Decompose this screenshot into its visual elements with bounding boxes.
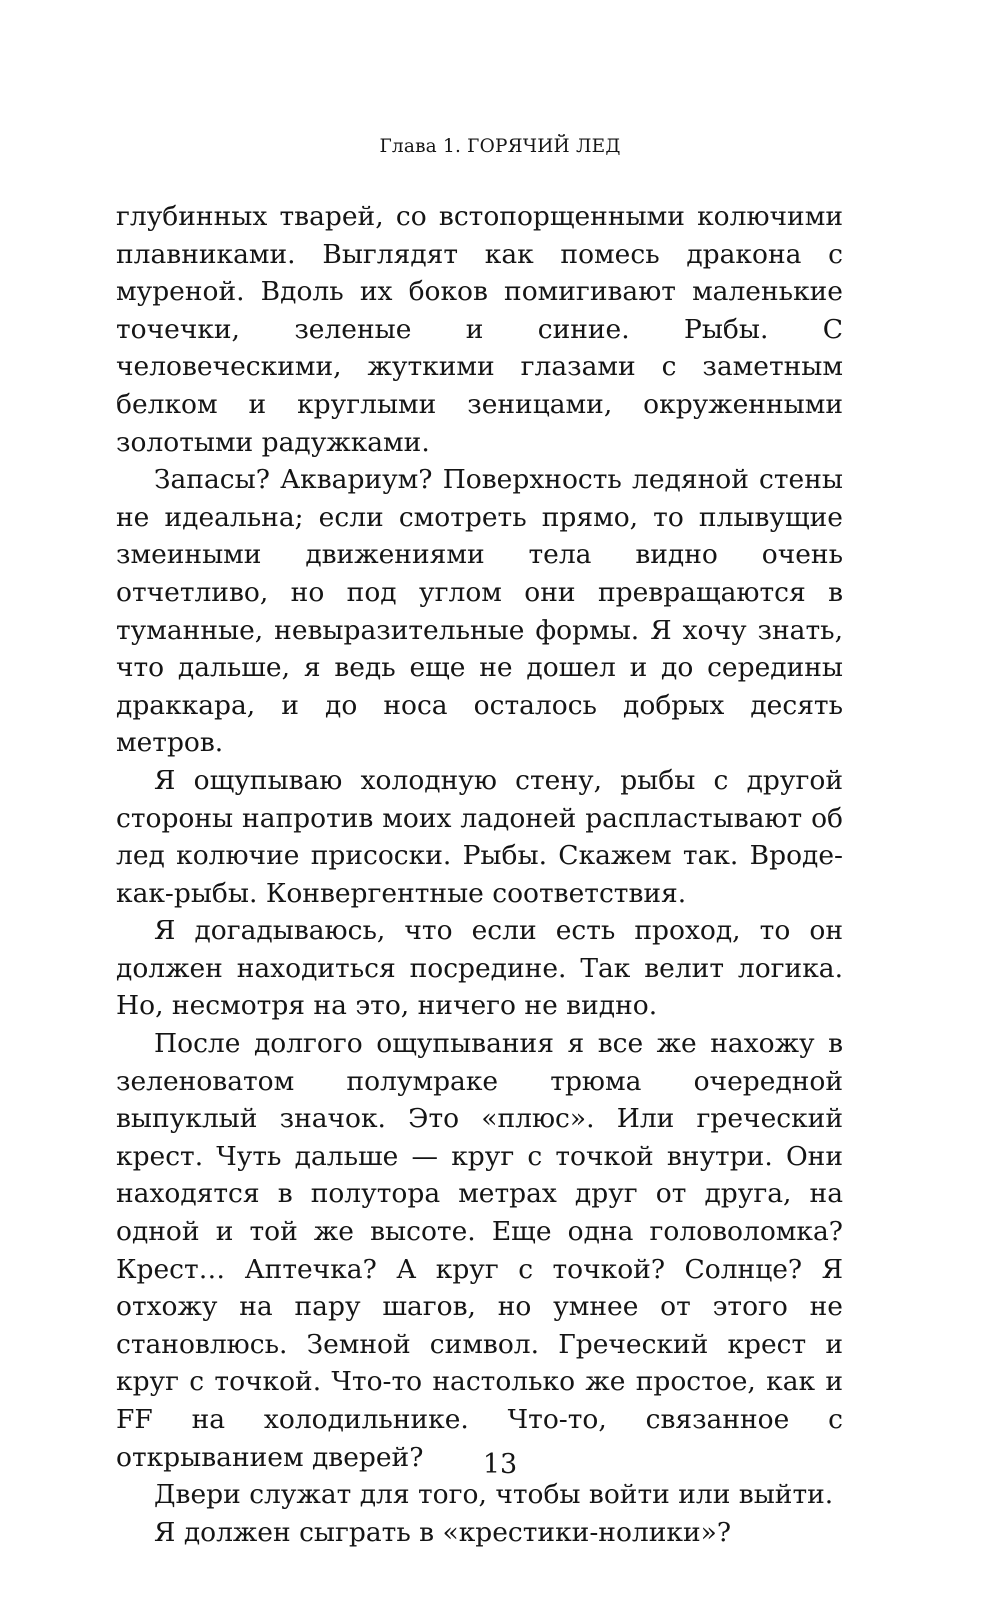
paragraph: Я догадываюсь, что если есть проход, то он должен находиться посредине. Так велит логика. Но, несмотря на это, ничего не видно. — [116, 915, 843, 1022]
paragraph: глубинных тварей, со встопорщенными колючими плавниками. Выглядят как помесь дракона с муреной. Вдоль их боков помигивают маленькие точечки, зеленые и синие. Рыбы. С человеческими, жуткими глазами с заметным белком и круглыми зеницами, окруженными золотыми радужками. — [116, 201, 843, 458]
page-number: 13 — [482, 1449, 518, 1480]
paragraph: Двери служат для того, чтобы войти или выйти. — [154, 1479, 834, 1511]
running-head: Глава 1. ГОРЯЧИЙ ЛЕД — [379, 136, 621, 157]
paragraph: Запасы? Аквариум? Поверхность ледяной стены не идеальна; если смотреть прямо, то плывущие змеиными движениями тела видно очень отчетливо, но под углом они превращаются в туманные, невыразительные формы. Я хочу знать, что дальше, я ведь еще не дошел и до середины драккара, и до носа осталось добрых десять метров. — [116, 464, 843, 759]
body-text — [116, 198, 843, 1551]
paragraph: Я должен сыграть в «крестики-нолики»? — [154, 1516, 732, 1548]
paragraph: После долгого ощупывания я все же нахожу в зеленоватом полумраке трюма очередной выпуклый значок. Это «плюс». Или греческий крест. Чуть дальше — круг с точкой внутри. Они находятся в полутора метрах друг от друга, на одной и той же высоте. Еще одна головоломка? Крест… Аптечка? А круг с точкой? Солнце? Я отхожу на пару шагов, но умнее от этого не становлюсь. Земной символ. Греческий крест и круг с точкой. Что-то настолько же простое, как и FF на холодильнике. Что-то, связанное с открыванием дверей? — [116, 1028, 843, 1473]
paragraph: Я ощупываю холодную стену, рыбы с другой стороны напротив моих ладоней распластывают об лед колючие присоски. Рыбы. Скажем так. Вроде-как-рыбы. Конвергентные соответствия. — [116, 764, 843, 909]
